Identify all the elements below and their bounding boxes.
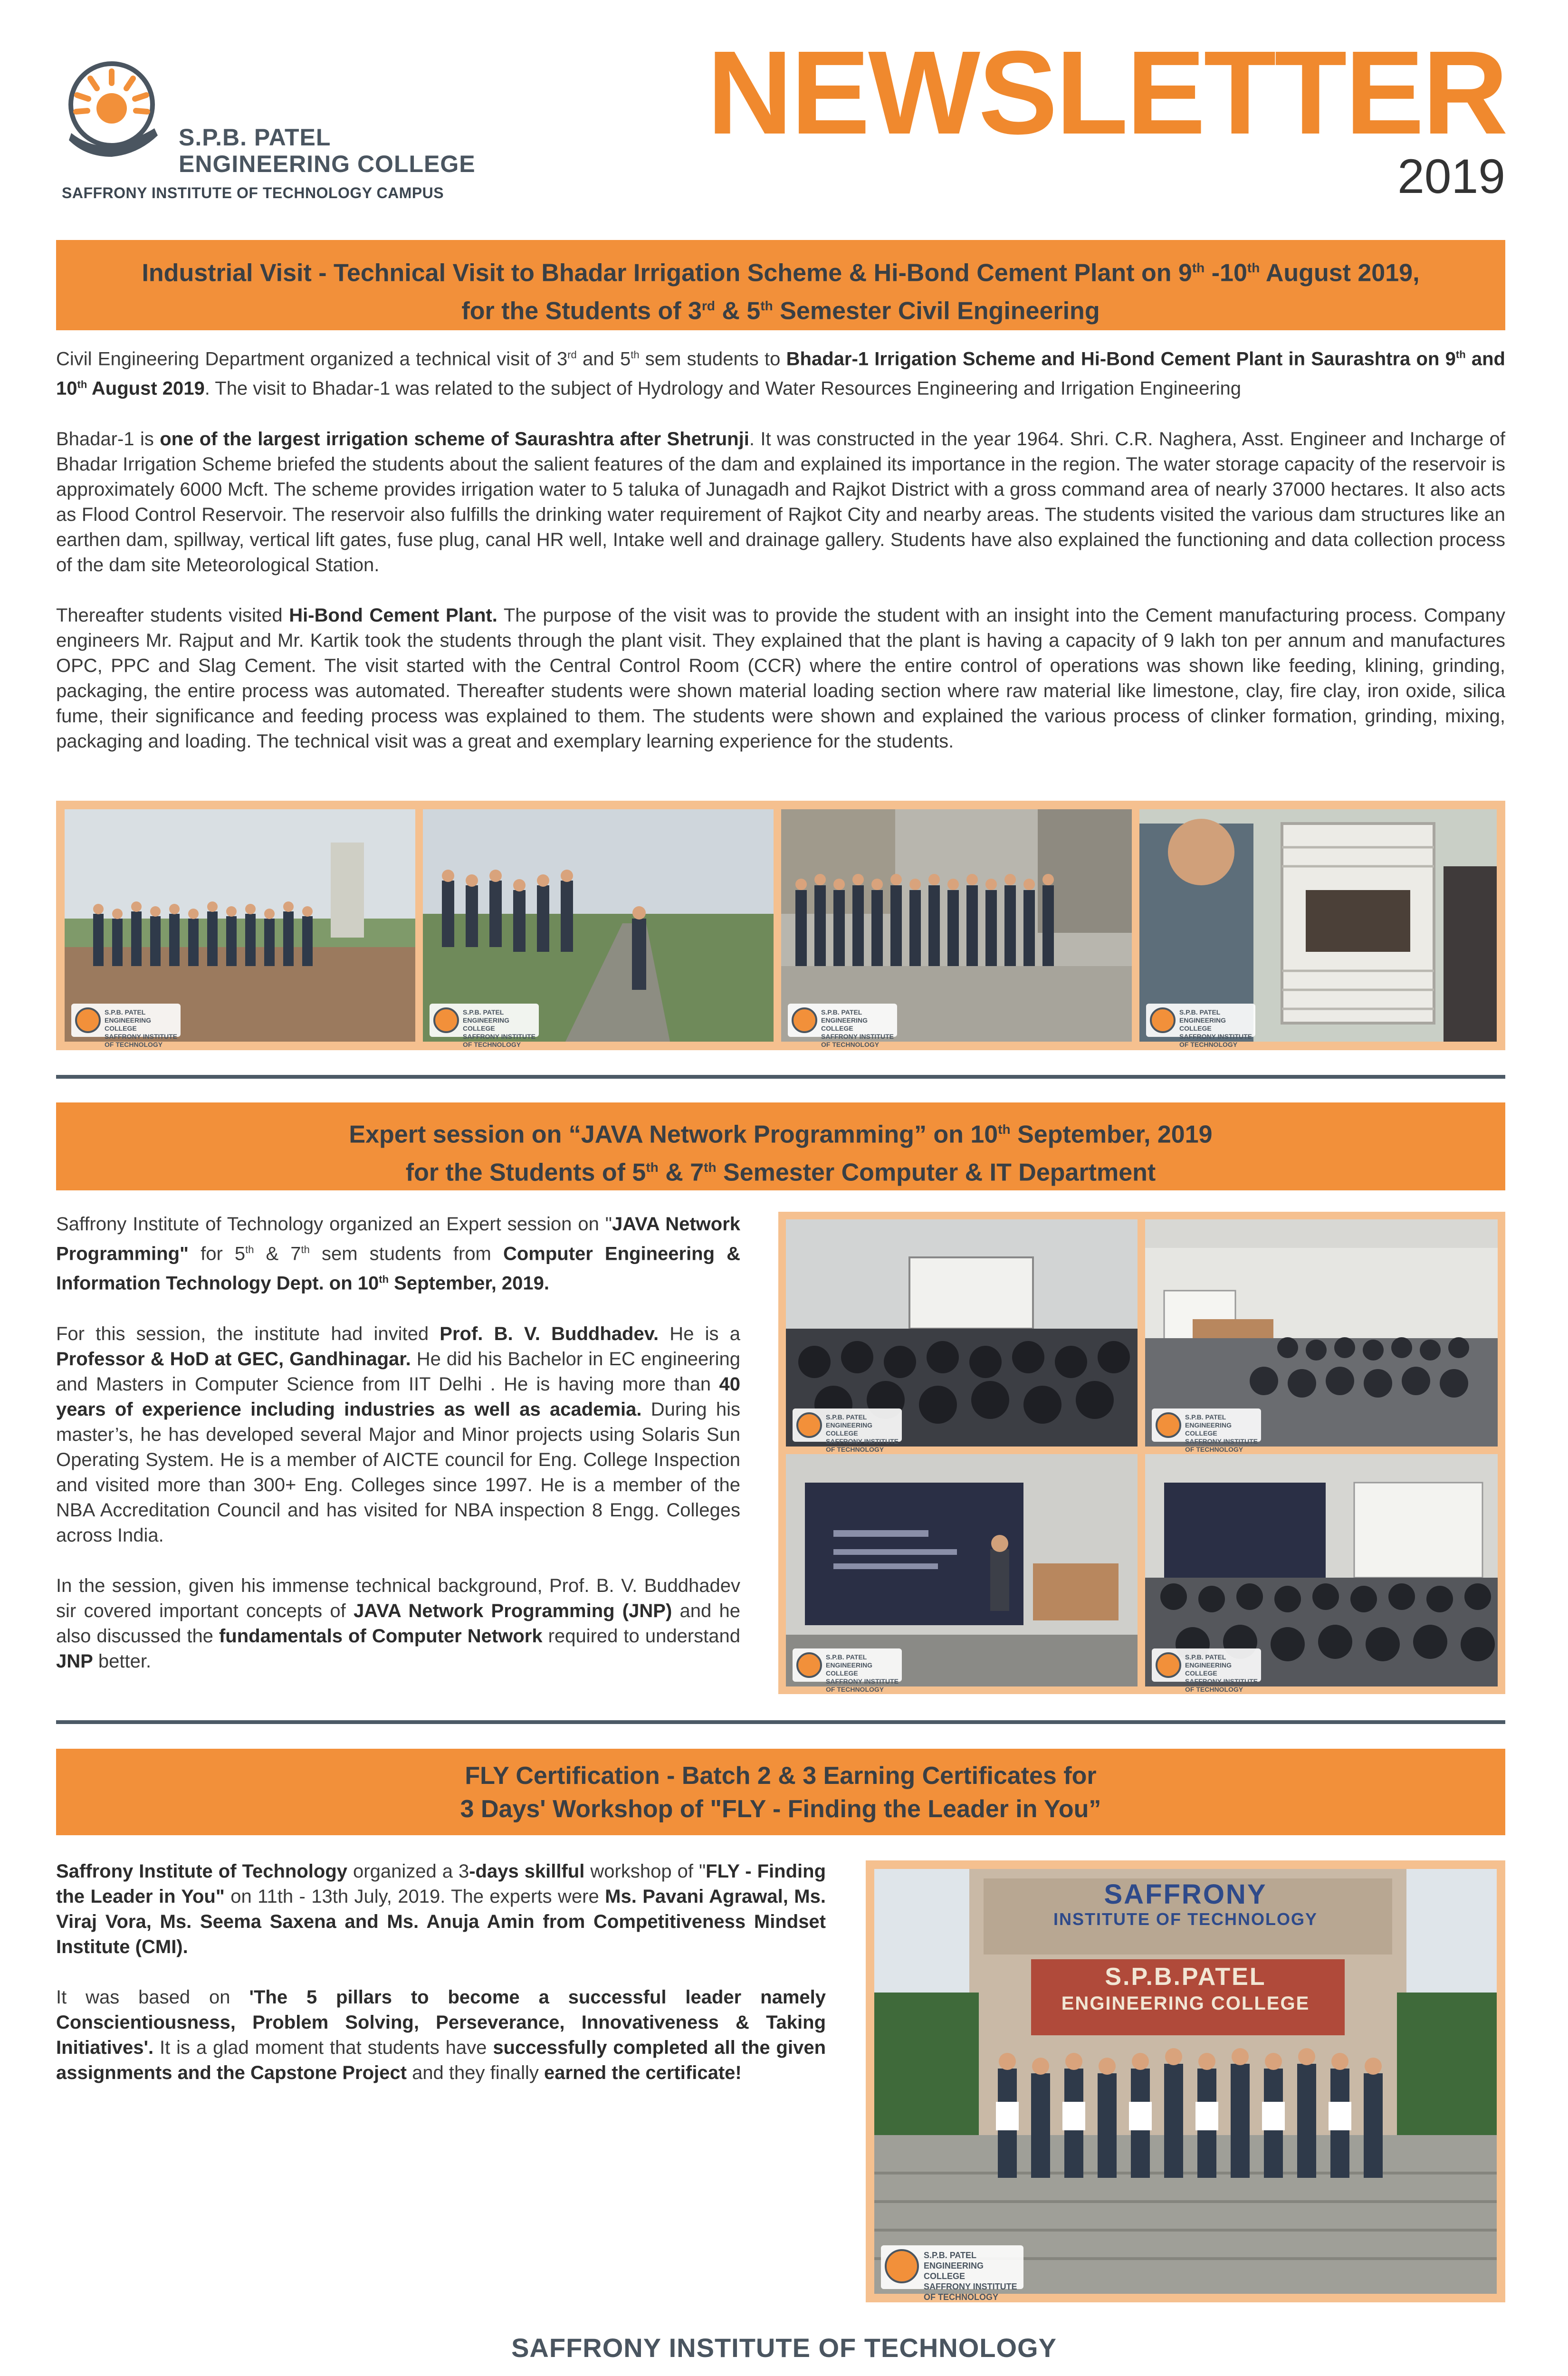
section2-title-line1: Expert session on “JAVA Network Programming” on 10th September, 2019 <box>349 1121 1213 1149</box>
section2-paragraph1: Saffrony Institute of Technology organized an Expert session on "JAVA Network Programming" for 5th & 7th sem students from Computer Engineering & Information Technology Dept. on 10th September, 2019. <box>56 1214 741 1294</box>
weather-station-photo <box>1139 809 1497 1048</box>
section-divider-2 <box>56 1720 1505 1724</box>
section1-title-line2: for the Students of 3rd & 5th Semester Civil Engineering <box>461 297 1100 325</box>
section1-paragraph1: Civil Engineering Department organized a technical visit of 3rd and 5th sem students to Bhadar-1 Irrigation Scheme and Hi-Bond Cement Plant in Saurashtra on 9th and 10th August 2019. The visit to Bhadar-1 was related to the subject of Hydrology and Water Resources Engineering and Irrigation Engineering <box>56 348 1505 399</box>
section1-paragraph2: Bhadar-1 is one of the largest irrigation scheme of Saurashtra after Shetrunji. It was constructed in the year 1964. Shri. C.R. Naghera, Asst. Engineer and Incharge of Bhadar Irrigation Scheme briefed the students about the salient features of the dam and explained its importance in the region. The water storage capacity of the reservoir is approximately 6000 Mcft. The scheme provides irrigation water to 5 taluka of Junagadh and Rajkot District with a gross command area of nearly 37000 hectares. It also acts as Flood Control Reservoir. The reservoir also fulfills the drinking water requirement of Rajkot City and nearby areas. The students visited the various dam structures like an earthen dam, spillway, vertical lift gates, fuse plug, canal HR well, Intake well and drainage gallery. Students have also explained the functioning and data collection process of the dam site Meteorological Station. <box>56 428 1505 575</box>
campus-name: SAFFRONY INSTITUTE OF TECHNOLOGY CAMPUS <box>62 184 444 201</box>
newsletter-title: NEWSLETTER <box>707 26 1506 159</box>
footer-institute-name: SAFFRONY INSTITUTE OF TECHNOLOGY <box>511 2333 1057 2363</box>
section1-body <box>56 342 1505 779</box>
section3-title-line2: 3 Days' Workshop of "FLY - Finding the Leader in You” <box>460 1795 1101 1823</box>
photo-watermark: S.P.B. PATEL ENGINEERING COLLEGE SAFFRONY INSTITUTE OF TECHNOLOGY <box>1152 1408 1261 1442</box>
building-sign-line4: ENGINEERING COLLEGE <box>1061 1993 1310 2014</box>
section2-banner <box>56 1102 1505 1190</box>
canal-students-photo <box>423 809 774 1048</box>
section2-paragraph3: In the session, given his immense technical background, Prof. B. V. Buddhadev sir covered important concepts of JAVA Network Programming (JNP) and he also discussed the fundamentals of Computer Network required to understand JNP better. <box>56 1575 740 1672</box>
building-sign-line2: INSTITUTE OF TECHNOLOGY <box>1053 1909 1318 1929</box>
section3-paragraph1: Saffrony Institute of Technology organized a 3-days skillful workshop of "FLY - Finding the Leader in You" on 11th - 13th July, 2019. The experts were Ms. Pavani Agrawal, Ms. Viraj Vora, Ms. Seema Saxena and Ms. Anuja Amin from Competitiveness Mindset Institute (CMI). <box>56 1861 826 1957</box>
photo-watermark: S.P.B. PATEL ENGINEERING COLLEGE SAFFRONY INSTITUTE OF TECHNOLOGY <box>788 1004 897 1037</box>
section3-title-line1: FLY Certification - Batch 2 & 3 Earning Certificates for <box>465 1762 1097 1790</box>
section3-photo-frame <box>866 1860 1505 2302</box>
section1-banner <box>56 240 1505 330</box>
section2-photo-grid <box>778 1212 1505 1694</box>
section-divider-1 <box>56 1075 1505 1079</box>
section3-body <box>56 1859 826 2111</box>
college-logo <box>52 57 480 209</box>
building-sign-line1: SAFFRONY <box>1104 1879 1267 1910</box>
photo-watermark: S.P.B. PATEL ENGINEERING COLLEGE SAFFRONY INSTITUTE OF TECHNOLOGY <box>71 1004 181 1037</box>
photo-watermark: S.P.B. PATEL ENGINEERING COLLEGE SAFFRONY INSTITUTE OF TECHNOLOGY <box>430 1004 539 1037</box>
college-name-line2: ENGINEERING COLLEGE <box>179 151 476 177</box>
section2-body <box>56 1212 740 1699</box>
certificate-group-photo <box>874 1869 1497 2302</box>
photo-watermark: S.P.B. PATEL ENGINEERING COLLEGE SAFFRONY INSTITUTE OF TECHNOLOGY <box>793 1408 902 1442</box>
section3-banner <box>56 1749 1505 1835</box>
lecture-hall-audience-photo <box>786 1219 1138 1453</box>
college-name-line1: S.P.B. PATEL <box>179 124 331 151</box>
photo-watermark: S.P.B. PATEL ENGINEERING COLLEGE SAFFRONY INSTITUTE OF TECHNOLOGY <box>1146 1004 1255 1037</box>
section1-title-line1: Industrial Visit - Technical Visit to Bhadar Irrigation Scheme & Hi-Bond Cement Plant on 9th -10th August 2019, <box>142 259 1420 287</box>
dam-site-group-photo <box>65 809 415 1048</box>
photo-watermark: S.P.B. PATEL ENGINEERING COLLEGE SAFFRONY INSTITUTE OF TECHNOLOGY <box>881 2245 1023 2289</box>
photo-watermark: S.P.B. PATEL ENGINEERING COLLEGE SAFFRONY INSTITUTE OF TECHNOLOGY <box>1152 1648 1261 1682</box>
photo-watermark: S.P.B. PATEL ENGINEERING COLLEGE SAFFRONY INSTITUTE OF TECHNOLOGY <box>793 1648 902 1682</box>
section3-paragraph2: It was based on 'The 5 pillars to become a successful leader namely Conscientiousness, Problem Solving, Perseverance, Innovativeness & Taking Initiatives'. It is a glad moment that students have successfully completed all the given assignments and the Capstone Project and they finally earned the certificate! <box>56 1987 826 2083</box>
newsletter-year: 2019 <box>1397 149 1505 203</box>
cement-plant-group-photo <box>781 809 1132 1048</box>
section2-paragraph2: For this session, the institute had invited Prof. B. V. Buddhadev. He is a Professor & HoD at GEC, Gandhinagar. He did his Bachelor in EC engineering and Masters in Computer Science from IIT Delhi . He is having more than 40 years of experience including industries as well as academia. During his master’s, he has developed several Major and Minor projects using Solaris Sun Operating System. He is a member of AICTE council for Eng. College Inspection and visited more than 300+ Eng. Colleges since 1997. He is a member of the NBA Accreditation Council and has visited for NBA inspection 8 Engg. Colleges across India. <box>56 1323 740 1546</box>
section1-paragraph3: Thereafter students visited Hi-Bond Cement Plant. The purpose of the visit was to provide the student with an insight into the Cement manufacturing process. Company engineers Mr. Rajput and Mr. Kartik took the students through the plant visit. They explained that the plant is having a capacity of 9 lakh ton per annum and manufactures OPC, PPC and Slag Cement. The visit started with the Central Control Room (CCR) where the entire control of operations was shown like feeding, klining, grinding, packaging, the entire process was automated. Thereafter students were shown material loading section where raw material like limestone, clay, fire clay, iron oxide, silica fume, their significance and feeding process was explained to them. The students were shown and explained the various process of clinker formation, grinding, mixing, packaging and loading. The technical visit was a great and exemplary learning experience for the students. <box>56 604 1505 752</box>
section1-photo-strip <box>56 801 1505 1050</box>
section2-title-line2: for the Students of 5th & 7th Semester Computer & IT Department <box>405 1159 1156 1187</box>
classroom-lecture-photo <box>1145 1454 1498 1693</box>
speaker-at-desk-photo <box>1145 1219 1498 1453</box>
building-sign-line3: S.P.B.PATEL <box>1105 1963 1266 1991</box>
projector-presentation-photo <box>786 1454 1138 1693</box>
sun-hand-logo-icon <box>57 57 166 166</box>
